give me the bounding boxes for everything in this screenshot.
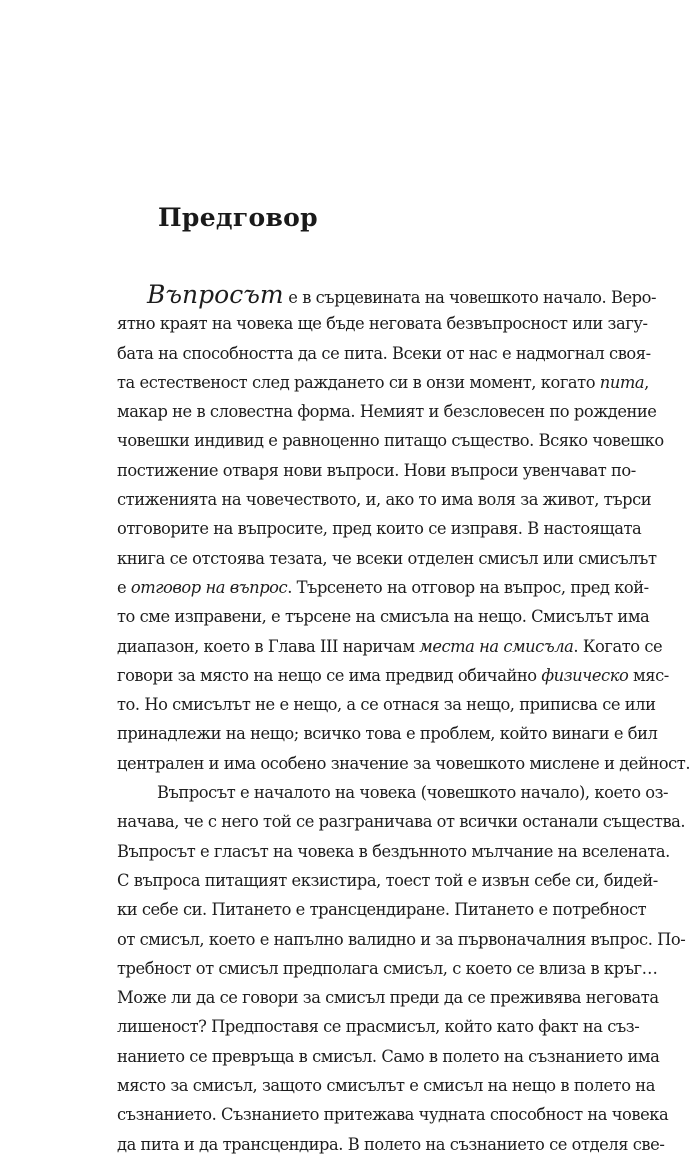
text-line	[117, 925, 686, 954]
text-line	[117, 397, 657, 426]
text-line	[117, 573, 649, 602]
text-line	[117, 426, 664, 455]
text-line	[117, 954, 658, 983]
text-line	[117, 1042, 660, 1071]
text-segment: от смисъл, което е напълно валидно и за първоначалния въпрос. По-	[117, 929, 686, 949]
text-segment: то. Но смисълът не е нещо, а се отнася за нещо, приписва се или	[117, 695, 656, 715]
text-segment: макар не в словестна форма. Немият и безсловесен по рождение	[117, 402, 657, 422]
text-line	[117, 866, 658, 895]
text-line	[117, 1012, 640, 1041]
text-line	[117, 368, 649, 397]
text-line	[117, 1100, 669, 1129]
text-segment: принадлежи на нещо; всичко това е проблем, който винаги е бил	[117, 724, 658, 744]
text-segment: требност от смисъл предполага смисъл, с което се влиза в кръг…	[117, 958, 658, 978]
text-segment: централен и има особено значение за човешкото мислене и дейност.	[117, 753, 691, 773]
text-segment: мяс-	[628, 665, 669, 685]
text-segment: та естественост след раждането си в онзи момент, когато	[117, 372, 600, 392]
paragraph	[117, 280, 691, 778]
text-segment: ки себе си. Питането е трансцендиране. Питането е потребност	[117, 900, 647, 920]
text-segment: . Търсенето на отговор на въпрос, пред кой-	[287, 577, 649, 597]
text-line	[117, 514, 642, 543]
text-segment: отговорите на въпросите, пред които се изправя. В настоящата	[117, 519, 642, 539]
text-line	[117, 339, 651, 368]
text-segment: постижение отваря нови въпроси. Нови въпроси увенчават по-	[117, 460, 636, 480]
text-segment: човешки индивид е равноценно питащо същество. Всяко човешко	[117, 431, 664, 451]
text-line	[117, 778, 669, 807]
text-line	[117, 632, 663, 661]
text-line	[117, 690, 656, 719]
text-segment: е	[117, 577, 131, 597]
text-line	[117, 895, 647, 924]
text-segment: книга се отстоява тезата, че всеки отделен смисъл или смисълът	[117, 548, 657, 568]
text-line	[117, 1071, 655, 1100]
opening-word: Въпросът	[147, 280, 284, 309]
text-segment: ятно краят на човека ще бъде неговата безвъпросност или загу-	[117, 314, 648, 334]
text-segment: то сме изправени, е търсене на смисъла на нещо. Смисълът има	[117, 607, 650, 627]
text-line	[117, 280, 657, 309]
text-line	[117, 807, 686, 836]
text-segment: съзнанието. Съзнанието притежава чудната способност на човека	[117, 1105, 669, 1125]
emphasized-text: физическо	[541, 665, 629, 685]
text-line	[117, 1130, 665, 1159]
text-segment: . Когато се	[573, 636, 663, 656]
text-line	[117, 544, 657, 573]
text-line	[117, 983, 659, 1012]
text-segment: е в сърцевината на човешкото начало. Веро-	[283, 288, 657, 307]
paragraph	[117, 778, 686, 1159]
text-segment: стиженията на човечеството, и, ако то има воля за живот, търси	[117, 490, 652, 510]
text-line	[117, 661, 669, 690]
text-line	[117, 719, 658, 748]
text-segment: Въпросът е началото на човека (човешкото начало), което оз-	[157, 783, 669, 803]
text-segment: да пита и да трансцендира. В полето на съзнанието се отделя све-	[117, 1134, 665, 1154]
emphasized-text: места на смисъла	[419, 636, 574, 656]
text-line	[117, 309, 648, 338]
chapter-title: Предговор	[158, 203, 318, 232]
emphasized-text: отговор на въпрос	[130, 577, 288, 597]
text-line	[117, 485, 652, 514]
body-text	[117, 280, 691, 1159]
text-line	[117, 749, 691, 778]
text-segment: бата на способността да се пита. Всеки от нас е надмогнал своя-	[117, 343, 651, 363]
text-line	[117, 837, 670, 866]
text-line	[117, 602, 650, 631]
text-segment: говори за място на нещо се има предвид обичайно	[117, 665, 542, 685]
text-segment: Може ли да се говори за смисъл преди да се преживява неговата	[117, 988, 659, 1008]
text-segment: място за смисъл, защото смисълът е смисъл на нещо в полето на	[117, 1076, 655, 1096]
text-segment: лишеност? Предпоставя се прасмисъл, който като факт на съз-	[117, 1017, 640, 1037]
text-line	[117, 456, 636, 485]
text-segment: ,	[644, 372, 649, 392]
text-segment: нанието се превръща в смисъл. Само в полето на съзнанието има	[117, 1046, 660, 1066]
emphasized-text: пита	[599, 372, 645, 392]
text-segment: диапазон, което в Глава III наричам	[117, 636, 420, 656]
text-segment: С въпроса питащият екзистира, тоест той е извън себе си, бидей-	[117, 870, 658, 890]
text-segment: Въпросът е гласът на човека в бездънното мълчание на вселената.	[117, 841, 670, 861]
text-segment: начава, че с него той се разграничава от всички останали същества.	[117, 812, 686, 832]
